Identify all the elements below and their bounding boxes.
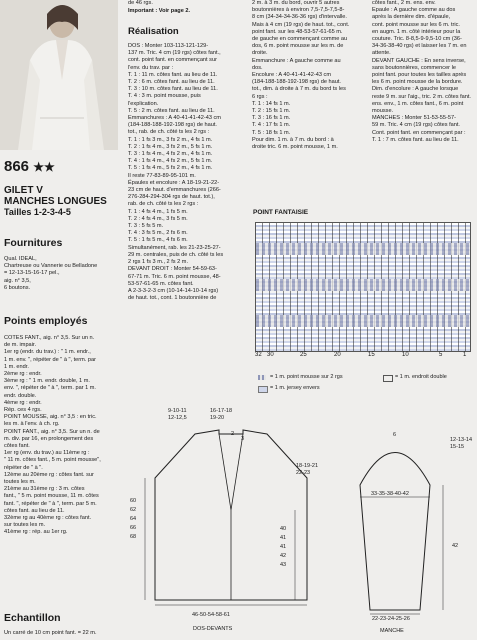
legend-swatch-double [383,375,393,382]
realisation-text: DOS : Monter 103-113-121-129- 137 m. Tric. 4 cm (19 rgs) côtes fant., cont. point fant. en commençant sur l'env. du trav. par : T. 1 : 11 m. côtes fant. au lieu de 11. T. 2 : 6 m. côtes fant. au lieu de 11. T. 3 : 10 m. côtes fant. au lieu de 11. T. 4 : 3 m. point mousse, puis l'explication. T. 5 : 2 m. côtes fant. au lieu de 11. Emmanchures : A 40-41-41-42-43 cm (184-188-188-192-198 rgs) de haut. tot., rab. de ch. côté ts les 2 rgs : T. 1 : 1 fs 3 m., 3 fs 2 m., 4 fs 1 m. T. 2 : 1 fs 4 m., 3 fs 2 m., 5 fs 1 m. T. 3 : 1 fs 4 m., 4 fs 2 m., 4 fs 1 m. T. 4 : 1 fs 4 m., 4 fs 2 m., 5 fs 1 m. T. 5 : 1 fs 4 m., 5 fs 2 m., 4 fs 1 m. Il reste 77-83-89-95-101 m. Épaules et encolure : A 18-19-21-22- 23 cm de haut. d'emmanchures (266- 276-284-294-304 rgs de haut. tot.), rab. de ch. côté ts les 2 rgs : T. 1 : 4 fs 4 m., 1 fs 5 m. T. 2 : 4 fs 4 m., 3 fs 5 m. T. 3 : 5 fs 5 m. T. 4 : 3 fs 5 m., 2 fs 6 m. T. 5 : 1 fs 5 m., 4 fs 6 m. Simultanément, rab. les 21-23-25-27- 29 m. centrales, puis de ch. côté ts les 2 rgs 1 fs 3 m., 2 fs 2 m. DEVANT DROIT : Monter 54-59-63- 67-71 m. Tric. 6 m. point mousse, 48- 53-57-61-65 m. côtes fant. A 2-3-3-2-3 cm (10-14-14-10-14 rgs) de haut. tot., cont. 1 boutonnière de [128,43,224,302]
model-illustration [0,0,118,150]
echantillon-text: Un carré de 10 cm point fant. = 22 m. [4,630,97,636]
chart-x-ticks [255,352,471,362]
chart-band [256,243,470,255]
legend-envers: = 1 m. jersey envers [270,385,320,391]
chart-band [256,315,470,327]
dos-top-left-dim: 9-10-11 12-12,5 [168,408,187,422]
col3-text: 2 m. à 3 m. du bord, ouvrir 5 autres boutonnières à environ 7,5-7,5-7,5-8- 8 cm (34-34-34-36-36 rgs) d'intervalle. Mais à 4 cm (19 rgs) de haut. tot., cont. point fant. sur les 48-53-57-61-65 m. de gauche en commençant comme au dos, 6 m. point mousse sur les m. de droite. Emmanchure : A gauche comme au dos. Encolure : A 40-41-41-42-43 cm (184-188-188-192-198 rgs) de haut. tot., dim. à droite à 7 m. du bord ts les 6 rgs : T. 1 : 14 fs 1 m. T. 2 : 15 fs 1 m. T. 3 : 16 fs 1 m. T. 4 : 17 fs 1 m. T. 5 : 18 fs 1 m. Pour dim. 1 m. à 7 m. du bord : à droite tric. 6 m. point mousse, 1 m. [252,0,350,151]
sizes: Tailles 1-2-3-4-5 [4,207,71,217]
manche-outline [360,453,430,611]
realisation-heading: Réalisation [128,26,179,37]
legend-swatch-mousse [258,375,266,380]
legend-double: = 1 m. endroit double [395,374,447,380]
chart-band [256,279,470,291]
x-tick: 32 [255,352,262,358]
x-tick: 1 [463,352,467,358]
x-tick: 5 [439,352,443,358]
x-tick: 30 [267,352,274,358]
title-line-1: GILET V [4,185,43,196]
chart-title: POINT FANTAISIE [253,209,309,216]
dos-top-right-dim: 16-17-18 19-20 [210,408,233,422]
stitch-chart-grid [255,222,471,352]
dos-right-height-dim: 18-19-21 22-23 [296,463,319,477]
manche-bottom-dim: 22-23-24-25-26 [372,616,410,622]
manche-top-dim: 6 [393,432,397,438]
manche-side-dim: 42 [452,543,459,549]
garment-schematic [125,400,477,640]
pattern-title [4,185,107,218]
col4-text: côtes fant., 2 m. ens. env. Epaule : A gauche comme au dos après la dernière dim. d'épaule, cont. point mousse sur les 6 m. tric. en augm. 1 m. côté intérieur pour la couture. Tric. 8-8,5-9-9,5-10 cm (36- 34-36-38-40 rgs) et laisser les 7 m. en attente. DEVANT GAUCHE : En sens inverse, sans boutonnières, commencer le point fant. pour toutes les tailles après les 6 m. point mousse de la bordure. Dim. d'encolure : A gauche lorsque reste 9 m. sur l'aig., tric. 2 m. côtes fant. ens. env., 1 m. côtes fant., 6 m. point mousse. MANCHES : Monter 51-53-55-57- 59 m. Tric. 4 cm (19 rgs) côtes fant. Cont. point fant. en commençant par : T. 1 : 7 m. côtes fant. au lieu de 11. [372,0,471,143]
manche-mid-dim: 33-35-38-40-42 [371,491,409,497]
x-tick: 25 [300,352,307,358]
pattern-stars: ★★ [33,160,55,174]
dos-bottom-width-dim: 46-50-54-58-61 [192,612,230,618]
model-photo [0,0,118,150]
dos-left-height-dim: 60 62 64 66 68 [130,498,137,540]
x-tick: 20 [334,352,341,358]
important-note: Important : Voir page 2. [128,8,191,14]
title-line-2: MANCHES LONGUES [4,196,107,207]
points-heading: Points employés [4,315,88,327]
x-tick: 10 [402,352,409,358]
v-neck-line [219,434,243,510]
pattern-header [4,158,55,175]
dos-devants-label: DOS-DEVANTS [193,626,233,632]
dos-inner-height-dim: 40 41 41 42 43 [280,526,287,568]
col2-top: de 46 rgs. [128,0,153,6]
dos-top-small-dim-2: 3 [241,436,245,442]
dos-top-small-dim: 2 [231,431,235,437]
manche-right-dim: 12-13-14 15-15 [450,437,473,451]
fournitures-heading: Fournitures [4,237,63,249]
chart-legend [258,373,473,397]
points-text: CÔTES FANT., aig. n° 3,5. Sur un n. de m. impair. 1er rg (endr. du trav.) : " 1 m. endr., 1 m. env. ", répéter de " à ", term. par 1 m. endr. 2ème rg : endr. 3ème rg : " 1 m. endr. double, 1 m. env. ", répéter de " à ", term. par 1 m. endr. double. 4ème rg : endr. Rép. ces 4 rgs. POINT MOUSSE, aig. n° 3,5 : en tric. les m. à l'env. à ch. rg. POINT FANT., aig. n° 3,5. Sur un n. de m. div. par 16, en prolongement des côtes fant. 1er rg (env. du trav.) au 11ème rg : " 11 m. côtes fant., 5 m. point mousse", répéter de " à ". 12ème au 20ème rg : côtes fant. sur toutes les m. 21ème au 31ème rg : 3 m. côtes fant., " 5 m. point mousse, 11 m. côtes fant. ", répéter de " à ", term. par 5 m. côtes fant. au lieu de 11. 32ème rg au 40ème rg : côtes fant. sur toutes les m. 41ème rg : rép. au 1er rg. [4,335,101,536]
x-tick: 15 [368,352,375,358]
echantillon-heading: Echantillon [4,612,61,624]
legend-mousse: = 1 m. point mousse sur 2 rgs [270,374,343,380]
fournitures-text: Qual. IDEAL, Chartreuse ou Vannerie ou Belladone = 12-13-15-16-17 pel., aig. n° 3,5, 6 boutons. [4,256,98,291]
pattern-number: 866 [4,158,30,175]
legend-swatch-envers [258,386,268,393]
manche-label: MANCHE [380,628,404,634]
